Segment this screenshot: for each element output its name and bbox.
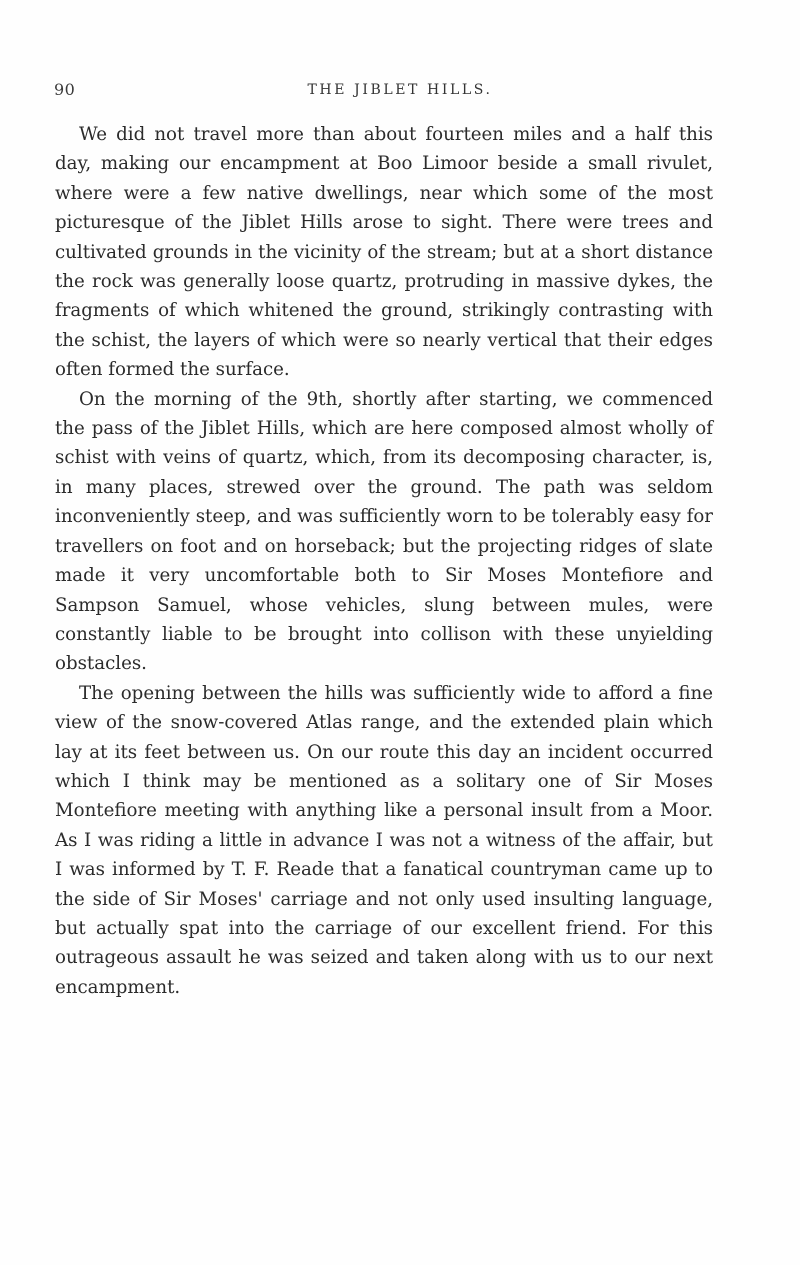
paragraph-2: On the morning of the 9th, shortly after starting, we commenced the pass of the Jiblet Hills, which are here composed almost wholly of schist with veins of quartz, which, from its decomposing character, is, in many places, strewed over the ground. The path was seldom inconveniently steep, and was sufficiently worn to be tolerably easy for travellers on foot and on horseback; but the projecting ridges of slate made it very uncomfortable both to Sir Moses Montefiore and Sampson Samuel, whose vehicles, slung between mules, were constantly liable to be brought into collison with these unyielding obstacles. xyxy=(55,388,713,675)
running-title: THE JIBLET HILLS. xyxy=(307,82,493,98)
paragraph-1: We did not travel more than about fourteen miles and a half this day, making our encampment at Boo Limoor beside a small rivulet, where were a few native dwellings, near which some of the most picturesque of the Jiblet Hills arose to sight. There were trees and cultivated grounds in the vicinity of the stream; but at a short distance the rock was generally loose quartz, protruding in massive dykes, the fragments of which whitened the ground, strikingly contrasting with the schist, the layers of which were so nearly vertical that their edges often formed the surface. xyxy=(55,124,713,381)
body-text xyxy=(55,120,713,1002)
paragraph-3: The opening between the hills was sufficiently wide to afford a fine view of the snow-covered Atlas range, and the extended plain which lay at its feet between us. On our route this day an incident occurred which I think may be mentioned as a solitary one of Sir Moses Montefiore meeting with anything like a personal insult from a Moor. As I was riding a little in advance I was not a witness of the affair, but I was informed by T. F. Reade that a fanatical countryman came up to the side of Sir Moses' carriage and not only used insulting language, but actually spat into the carriage of our excellent friend. For this outrageous assault he was seized and taken along with us to our next encampment. xyxy=(55,682,713,998)
page-number: 90 xyxy=(54,80,76,99)
